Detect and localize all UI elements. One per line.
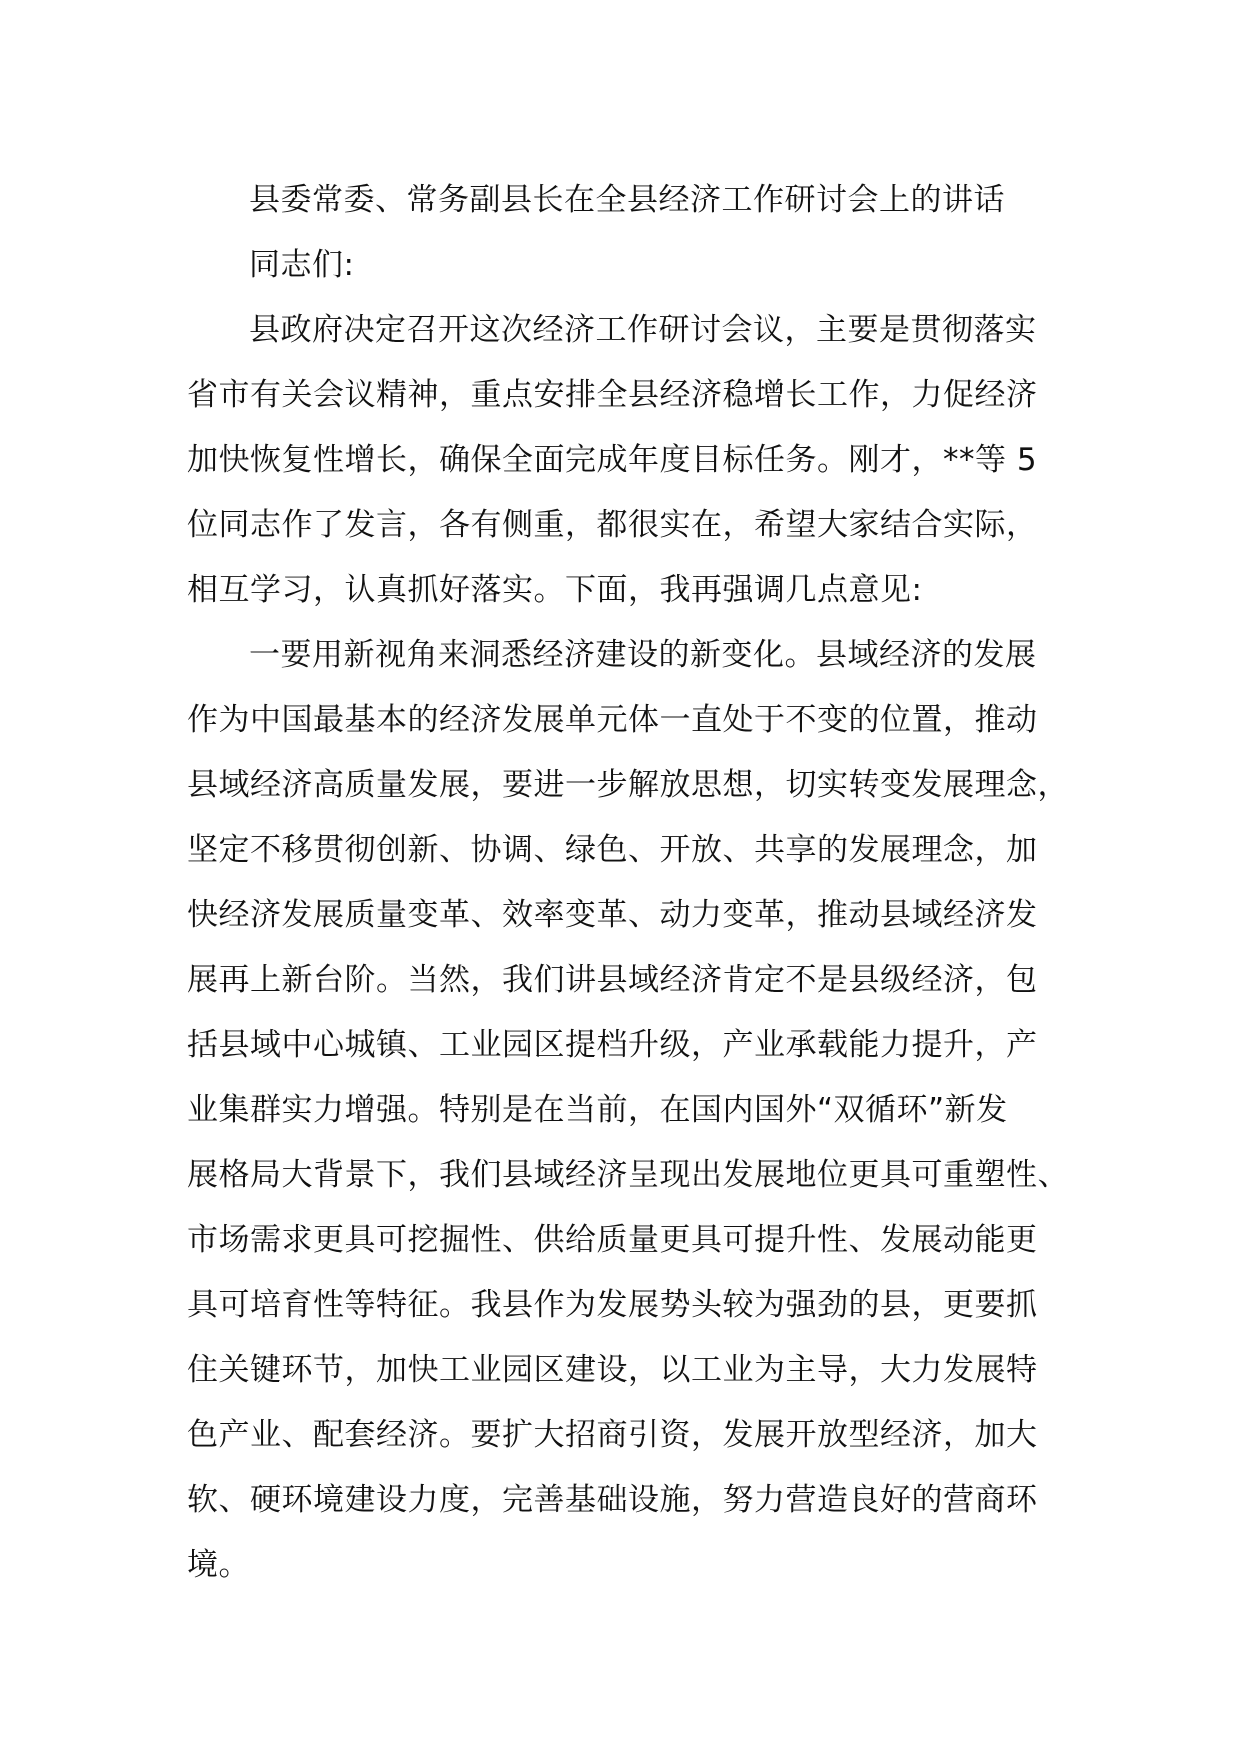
paragraph-line: 县政府决定召开这次经济工作研讨会议，主要是贯彻落实	[249, 312, 1037, 348]
paragraph-line: 位同志作了发言，各有侧重，都很实在，希望大家结合实际，	[187, 507, 1038, 543]
paragraph-line: 括县域中心城镇、工业园区提档升级，产业承载能力提升，产	[187, 1027, 1038, 1063]
paragraph-2	[187, 623, 1067, 1598]
document-body	[187, 168, 1067, 1598]
salutation: 同志们:	[249, 247, 355, 283]
paragraph-line: 县域经济高质量发展，要进一步解放思想，切实转变发展理念，	[187, 767, 1069, 803]
paragraph-line: 业集群实力增强。特别是在当前，在国内国外“双循环”新发	[187, 1092, 1008, 1128]
paragraph-line: 展再上新台阶。当然，我们讲县域经济肯定不是县级经济，包	[187, 962, 1038, 998]
paragraph-line: 软、硬环境建设力度，完善基础设施，努力营造良好的营商环	[187, 1482, 1038, 1518]
paragraph-line: 市场需求更具可挖掘性、供给质量更具可提升性、发展动能更	[187, 1222, 1038, 1258]
paragraph-line: 加快恢复性增长，确保全面完成年度目标任务。刚才，**等 5	[187, 442, 1038, 478]
paragraph-line: 相互学习，认真抓好落实。下面，我再强调几点意见:	[187, 572, 923, 608]
paragraph-line: 坚定不移贯彻创新、协调、绿色、开放、共享的发展理念，加	[187, 832, 1038, 868]
paragraph-line: 境。	[187, 1547, 250, 1583]
paragraph-line: 作为中国最基本的经济发展单元体一直处于不变的位置，推动	[187, 702, 1038, 738]
document-title: 县委常委、常务副县长在全县经济工作研讨会上的讲话	[249, 182, 1005, 218]
paragraph-line: 住关键环节，加快工业园区建设，以工业为主导，大力发展特	[187, 1352, 1038, 1388]
paragraph-line: 省市有关会议精神，重点安排全县经济稳增长工作，力促经济	[187, 377, 1038, 413]
paragraph-1	[187, 298, 1067, 623]
paragraph-line: 展格局大背景下，我们县域经济呈现出发展地位更具可重塑性、	[187, 1157, 1069, 1193]
paragraph-line: 具可培育性等特征。我县作为发展势头较为强劲的县，更要抓	[187, 1287, 1038, 1323]
paragraph-line: 色产业、配套经济。要扩大招商引资，发展开放型经济，加大	[187, 1417, 1038, 1453]
paragraph-line: 快经济发展质量变革、效率变革、动力变革，推动县域经济发	[187, 897, 1038, 933]
paragraph-line: 一要用新视角来洞悉经济建设的新变化。县域经济的发展	[249, 637, 1037, 673]
